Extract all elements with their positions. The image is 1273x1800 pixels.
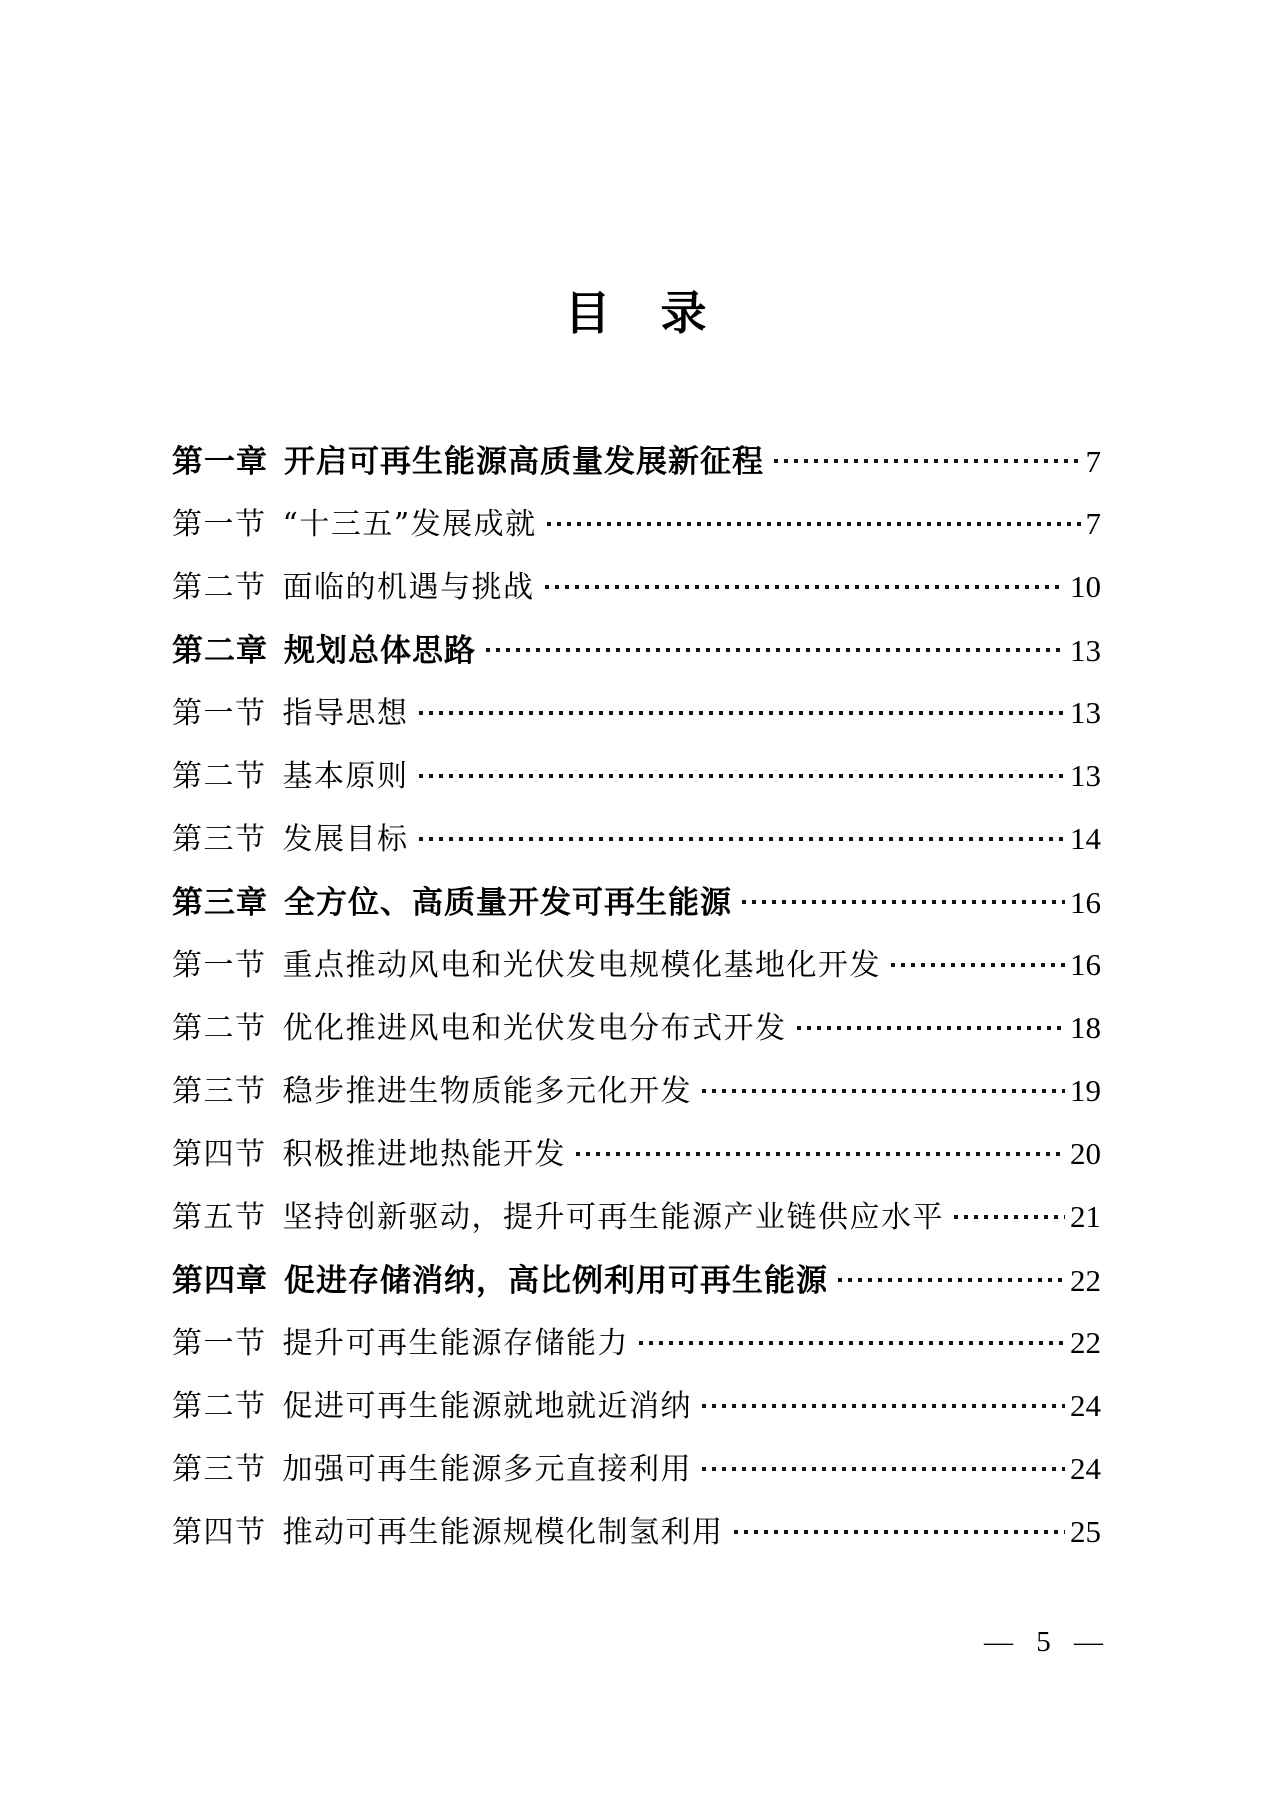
toc-entry-label: 第一章 bbox=[172, 444, 268, 479]
toc-entry-title: 促进存储消纳，高比例利用可再生能源 bbox=[284, 1263, 828, 1298]
toc-entry-chapter-2 bbox=[172, 625, 1101, 668]
toc-entry-label: 第一节 bbox=[172, 1326, 267, 1361]
dot-leader bbox=[639, 1341, 1065, 1345]
toc-entry-label: 第四节 bbox=[172, 1137, 267, 1172]
toc-entry-page: 22 bbox=[1070, 1263, 1101, 1298]
toc-entry-section-4-4 bbox=[172, 1507, 1101, 1550]
toc-entry-label: 第二节 bbox=[172, 1389, 267, 1424]
toc-entry-title: 开启可再生能源高质量发展新征程 bbox=[284, 444, 764, 479]
toc-entry-section-2-1 bbox=[172, 688, 1101, 731]
toc-entry-title: 全方位、高质量开发可再生能源 bbox=[284, 885, 732, 920]
dot-leader bbox=[954, 1215, 1065, 1219]
toc-entry-page: 21 bbox=[1070, 1199, 1101, 1234]
toc-entry-title: “十三五”发展成就 bbox=[282, 507, 537, 542]
dot-leader bbox=[419, 711, 1066, 715]
toc-entry-chapter-1 bbox=[172, 436, 1101, 479]
toc-entry-label: 第二节 bbox=[172, 1011, 267, 1046]
dot-leader bbox=[702, 1467, 1065, 1471]
toc-entry-page: 16 bbox=[1070, 885, 1101, 920]
toc-entry-page: 13 bbox=[1070, 758, 1101, 793]
dot-leader bbox=[547, 522, 1081, 526]
toc-entry-page: 20 bbox=[1070, 1136, 1101, 1171]
toc-entry-title: 基本原则 bbox=[282, 759, 409, 794]
toc-entry-label: 第二节 bbox=[172, 570, 267, 605]
toc-entry-label: 第一节 bbox=[172, 696, 267, 731]
toc-entry-section-4-3 bbox=[172, 1444, 1101, 1487]
toc-entry-label: 第三章 bbox=[172, 885, 268, 920]
toc-entry-label: 第三节 bbox=[172, 1452, 267, 1487]
toc-entry-page: 7 bbox=[1085, 506, 1101, 541]
toc-entry-label: 第四节 bbox=[172, 1515, 267, 1550]
dot-leader bbox=[486, 648, 1065, 652]
toc-entry-title: 提升可再生能源存储能力 bbox=[282, 1326, 629, 1361]
toc-entry-chapter-3 bbox=[172, 877, 1101, 920]
toc-entry-title: 坚持创新驱动，提升可再生能源产业链供应水平 bbox=[282, 1200, 944, 1235]
toc-entry-section-1-2 bbox=[172, 562, 1101, 605]
toc-entry-label: 第一节 bbox=[172, 507, 267, 542]
toc-entry-title: 规划总体思路 bbox=[284, 633, 476, 668]
toc-list bbox=[172, 436, 1101, 1570]
toc-entry-title: 稳步推进生物质能多元化开发 bbox=[282, 1074, 692, 1109]
dot-leader bbox=[891, 963, 1065, 967]
dot-leader bbox=[702, 1404, 1065, 1408]
toc-entry-page: 14 bbox=[1070, 821, 1101, 856]
toc-entry-label: 第三节 bbox=[172, 1074, 267, 1109]
toc-entry-title: 促进可再生能源就地就近消纳 bbox=[282, 1389, 692, 1424]
toc-entry-title: 指导思想 bbox=[282, 696, 409, 731]
toc-entry-section-2-3 bbox=[172, 814, 1101, 857]
dot-leader bbox=[742, 900, 1065, 904]
toc-entry-title: 推动可再生能源规模化制氢利用 bbox=[282, 1515, 724, 1550]
toc-entry-page: 22 bbox=[1070, 1325, 1101, 1360]
dot-leader bbox=[797, 1026, 1066, 1030]
toc-entry-title: 重点推动风电和光伏发电规模化基地化开发 bbox=[282, 948, 881, 983]
toc-entry-title: 发展目标 bbox=[282, 822, 409, 857]
toc-entry-section-4-2 bbox=[172, 1381, 1101, 1424]
dot-leader bbox=[419, 837, 1066, 841]
toc-entry-section-2-2 bbox=[172, 751, 1101, 794]
toc-entry-page: 24 bbox=[1070, 1388, 1101, 1423]
dot-leader bbox=[419, 774, 1066, 778]
toc-entry-section-3-5 bbox=[172, 1192, 1101, 1235]
toc-entry-page: 10 bbox=[1070, 569, 1101, 604]
toc-entry-page: 24 bbox=[1070, 1451, 1101, 1486]
toc-entry-label: 第二节 bbox=[172, 759, 267, 794]
page-number-label: — 5 — bbox=[984, 1626, 1103, 1658]
toc-entry-chapter-4 bbox=[172, 1255, 1101, 1298]
toc-entry-section-3-3 bbox=[172, 1066, 1101, 1109]
toc-entry-page: 16 bbox=[1070, 947, 1101, 982]
dot-leader bbox=[838, 1278, 1065, 1282]
toc-entry-page: 19 bbox=[1070, 1073, 1101, 1108]
toc-entry-section-4-1 bbox=[172, 1318, 1101, 1361]
toc-entry-section-3-2 bbox=[172, 1003, 1101, 1046]
toc-entry-title: 面临的机遇与挑战 bbox=[282, 570, 535, 605]
page-number-footer bbox=[984, 1626, 1103, 1659]
dot-leader bbox=[545, 585, 1066, 589]
toc-entry-page: 25 bbox=[1070, 1514, 1101, 1549]
dot-leader bbox=[576, 1152, 1065, 1156]
toc-entry-section-1-1 bbox=[172, 499, 1101, 542]
toc-entry-page: 13 bbox=[1070, 633, 1101, 668]
toc-entry-section-3-1 bbox=[172, 940, 1101, 983]
toc-entry-title: 积极推进地热能开发 bbox=[282, 1137, 566, 1172]
toc-entry-label: 第二章 bbox=[172, 633, 268, 668]
toc-entry-label: 第三节 bbox=[172, 822, 267, 857]
toc-title: 目 录 bbox=[564, 287, 709, 339]
dot-leader bbox=[702, 1089, 1065, 1093]
toc-entry-label: 第五节 bbox=[172, 1200, 267, 1235]
toc-entry-label: 第一节 bbox=[172, 948, 267, 983]
dot-leader bbox=[734, 1530, 1066, 1534]
toc-entry-page: 7 bbox=[1085, 444, 1101, 479]
toc-entry-page: 18 bbox=[1070, 1010, 1101, 1045]
toc-entry-title: 优化推进风电和光伏发电分布式开发 bbox=[282, 1011, 787, 1046]
toc-entry-title: 加强可再生能源多元直接利用 bbox=[282, 1452, 692, 1487]
toc-entry-section-3-4 bbox=[172, 1129, 1101, 1172]
toc-entry-page: 13 bbox=[1070, 695, 1101, 730]
toc-entry-label: 第四章 bbox=[172, 1263, 268, 1298]
dot-leader bbox=[774, 459, 1081, 463]
